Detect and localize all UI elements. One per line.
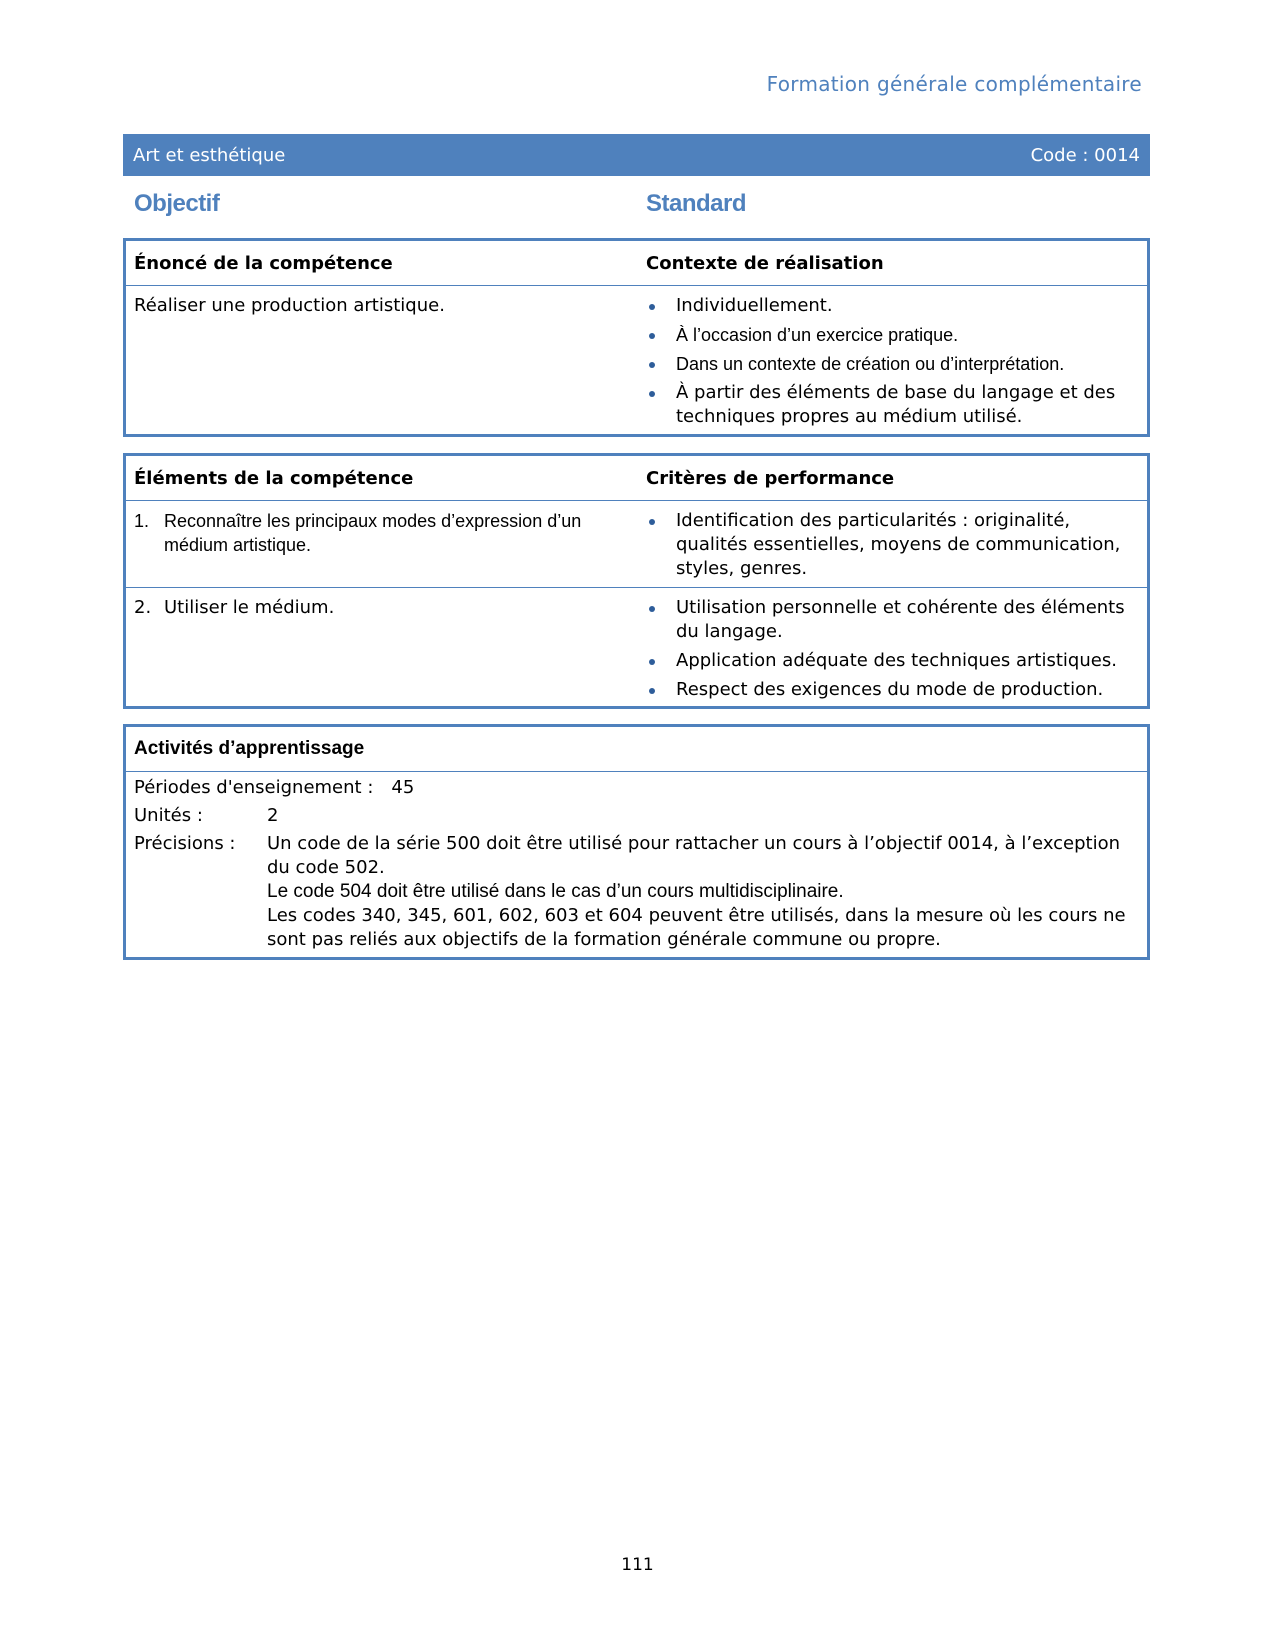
units-line xyxy=(134,804,1139,828)
activities-box xyxy=(123,724,1150,960)
competency-statement: Réaliser une production artistique. xyxy=(134,295,445,316)
competency-statement-header: Énoncé de la compétence xyxy=(134,252,393,274)
periods-label: Périodes d'enseignement : xyxy=(134,777,374,798)
context-item: Individuellement. xyxy=(646,294,1147,318)
criteria-header: Critères de performance xyxy=(646,467,895,489)
units-label: Unités : xyxy=(134,805,203,826)
element-text: Reconnaître les principaux modes d’expression d’un médium artistique. xyxy=(164,511,582,555)
precisions-text xyxy=(267,832,1139,952)
elements-box-header xyxy=(126,456,1147,501)
precision-line: Le code 504 doit être utilisé dans le cas d’un cours multidisciplinaire. xyxy=(267,881,844,902)
element-row xyxy=(126,587,1147,707)
competency-box-header xyxy=(126,241,1147,286)
context-list xyxy=(646,294,1147,429)
periods-line xyxy=(134,776,1139,800)
section-heading-standard: Standard xyxy=(646,190,747,217)
precision-line: Un code de la série 500 doit être utilisé pour rattacher un cours à l’objectif 0014, à l’exception du code 502. xyxy=(267,833,1121,878)
activities-body xyxy=(126,772,1147,964)
objective-code: Code : 0014 xyxy=(1030,144,1140,166)
element-item xyxy=(134,509,638,557)
precision-line: Les codes 340, 345, 601, 602, 603 et 604 peuvent être utilisés, dans la mesure où les cours ne sont pas reliés aux objectifs de la formation générale commune ou propre. xyxy=(267,905,1126,950)
criteria-item: Respect des exigences du mode de production. xyxy=(646,678,1147,702)
element-number: 2. xyxy=(134,597,152,618)
element-item xyxy=(134,596,638,620)
elements-box xyxy=(123,453,1150,709)
context-item: Dans un contexte de création ou d’interprétation. xyxy=(646,352,1147,376)
precisions-label: Précisions : xyxy=(134,833,236,854)
page-number: 111 xyxy=(621,1555,654,1575)
criteria-list xyxy=(646,596,1147,702)
periods-value: 45 xyxy=(391,777,415,798)
precisions-line xyxy=(134,832,1139,952)
criteria-item: Identification des particularités : originalité, qualités essentielles, moyens de communication, styles, genres. xyxy=(646,509,1147,581)
title-bar xyxy=(123,134,1150,176)
element-row xyxy=(126,501,1147,587)
section-heading-objectif: Objectif xyxy=(134,190,220,217)
criteria-item: Utilisation personnelle et cohérente des éléments du langage. xyxy=(646,596,1147,644)
context-item: À l’occasion d’un exercice pratique. xyxy=(646,323,1147,347)
units-value: 2 xyxy=(267,805,279,826)
element-number: 1. xyxy=(134,511,150,531)
running-head: Formation générale complémentaire xyxy=(766,72,1142,96)
criteria-list xyxy=(646,509,1147,581)
activities-header: Activités d’apprentissage xyxy=(134,738,365,759)
context-item: À partir des éléments de base du langage et des techniques propres au médium utilisé. xyxy=(646,381,1147,429)
criteria-item: Application adéquate des techniques artistiques. xyxy=(646,649,1147,673)
subject-title: Art et esthétique xyxy=(133,144,286,166)
activities-box-header xyxy=(126,727,1147,772)
competency-row xyxy=(126,286,1147,434)
elements-header: Éléments de la compétence xyxy=(134,467,414,489)
element-text: Utiliser le médium. xyxy=(164,597,335,618)
context-header: Contexte de réalisation xyxy=(646,252,884,274)
competency-box xyxy=(123,238,1150,437)
